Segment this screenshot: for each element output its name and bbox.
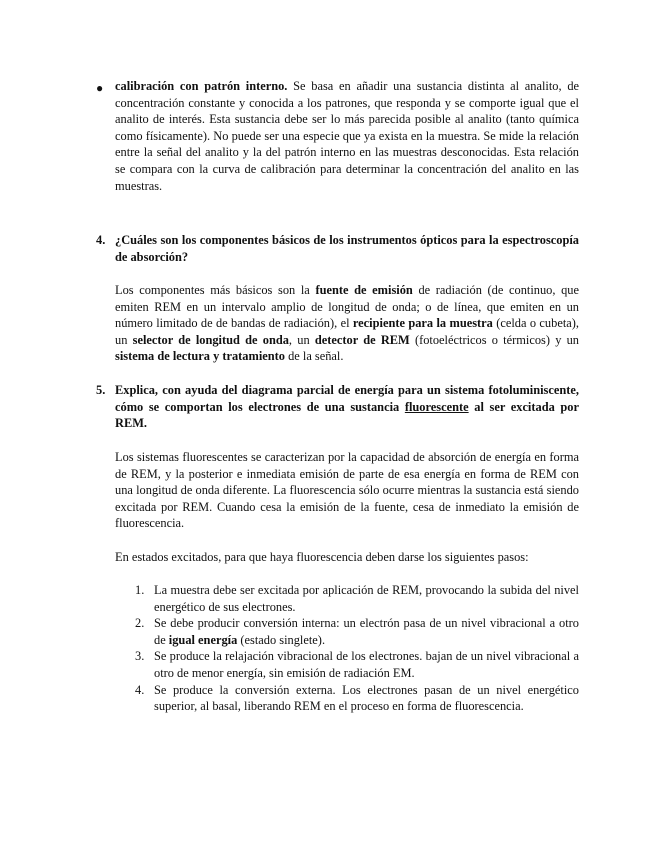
question-5-text-1: Explica, con ayuda del diagrama parcial de energía para un sistema fotoluminiscente, cómo se comportan los electrones de una sustancia xyxy=(115,383,579,414)
step-text: Se produce la conversión externa. Los electrones pasan de un nivel energético superior, al basal, liberando REM en el proceso en forma de fluorescencia. xyxy=(154,682,579,714)
question-5-text-2: al ser excitada por REM. xyxy=(115,399,580,431)
step-number: 4. xyxy=(135,682,145,697)
answer-4-bold-readout: sistema de lectura y tratamiento xyxy=(115,349,285,364)
list-item xyxy=(115,582,579,615)
answer-5-para-2: En estados excitados, para que haya fluorescencia deben darse los siguientes pasos: xyxy=(115,550,529,564)
list-item xyxy=(115,648,579,681)
answer-4-text-6: de la señal. xyxy=(284,349,344,364)
list-item xyxy=(115,615,579,648)
step-bold: igual energía xyxy=(168,632,238,647)
answer-5-paragraph-1 xyxy=(115,449,579,532)
answer-4-text-5: (fotoeléctricos o térmicos) y un xyxy=(409,332,580,347)
bullet-dot: ● xyxy=(96,81,104,95)
step-text: Se produce la relajación vibracional de los electrones. bajan de un nivel vibracional a otro de menor energía, sin emisión de radiación EM. xyxy=(154,649,579,680)
steps-list xyxy=(115,582,579,715)
bullet-term: calibración con patrón interno. xyxy=(115,79,288,93)
question-5-number: 5. xyxy=(96,383,106,397)
answer-4-text-3: (celda o cubeta), un xyxy=(115,316,579,347)
question-4-text: ¿Cuáles son los componentes básicos de los instrumentos ópticos para la espectroscopía de absorción? xyxy=(115,233,579,264)
answer-4-bold-source: fuente de emisión xyxy=(315,283,413,297)
step-text: (estado singlete). xyxy=(237,632,326,647)
bullet-paragraph xyxy=(115,78,579,194)
question-4 xyxy=(115,232,579,265)
step-number: 2. xyxy=(135,616,145,631)
list-item xyxy=(115,682,579,715)
step-number: 3. xyxy=(135,649,145,664)
question-5 xyxy=(115,382,579,432)
question-4-number: 4. xyxy=(96,233,106,247)
answer-5-para-1: Los sistemas fluorescentes se caracterizan por la capacidad de absorción de energía en forma de REM, y la posterior e inmediata emisión de parte de esa energía en forma de REM con una longitud de onda diferente. La fluorescencia sólo ocurre mientras la sustancia está siendo excitada por REM. Cuando cesa la emisión de la fuente, cesa de inmediato la emisión de fluorescencia. xyxy=(115,450,579,531)
answer-4-bold-selector: selector de longitud de onda xyxy=(132,332,289,347)
answer-4-text-4: , un xyxy=(288,332,315,347)
answer-4 xyxy=(115,282,579,365)
step-text: Se debe producir conversión interna: un electrón pasa de un nivel vibracional a otro de xyxy=(154,616,579,647)
bullet-text: Se basa en añadir una sustancia distinta al analito, de concentración constante y conocida a los patrones, que responda y se comporte igual que el analito de interés. Esta sustancia debe ser lo más parecida posible al analito (tanto química como físicamente). No puede ser una especie que ya exista en la muestra. Se mide la relación entre la señal del analito y la del patrón interno en las muestras desconocidas. Esta relación se compara con la curva de calibración para determinar la concentración del analito en las muestras. xyxy=(115,79,580,193)
answer-4-bold-sample-holder: recipiente para la muestra xyxy=(352,316,493,331)
answer-4-text-2: de radiación (de continuo, que emiten REM en un intervalo amplio de longitud de onda; o de línea, que emiten en un número limitado de de bandas de radiación), el xyxy=(115,283,580,331)
question-5-underlined: fluorescente xyxy=(404,399,469,414)
answer-4-bold-detector: detector de REM xyxy=(314,332,410,347)
answer-5-paragraph-2 xyxy=(115,549,579,566)
step-number: 1. xyxy=(135,583,145,597)
answer-4-text-1: Los componentes más básicos son la xyxy=(115,283,316,297)
step-text: La muestra debe ser excitada por aplicación de REM, provocando la subida del nivel energético de sus electrones. xyxy=(154,583,579,614)
